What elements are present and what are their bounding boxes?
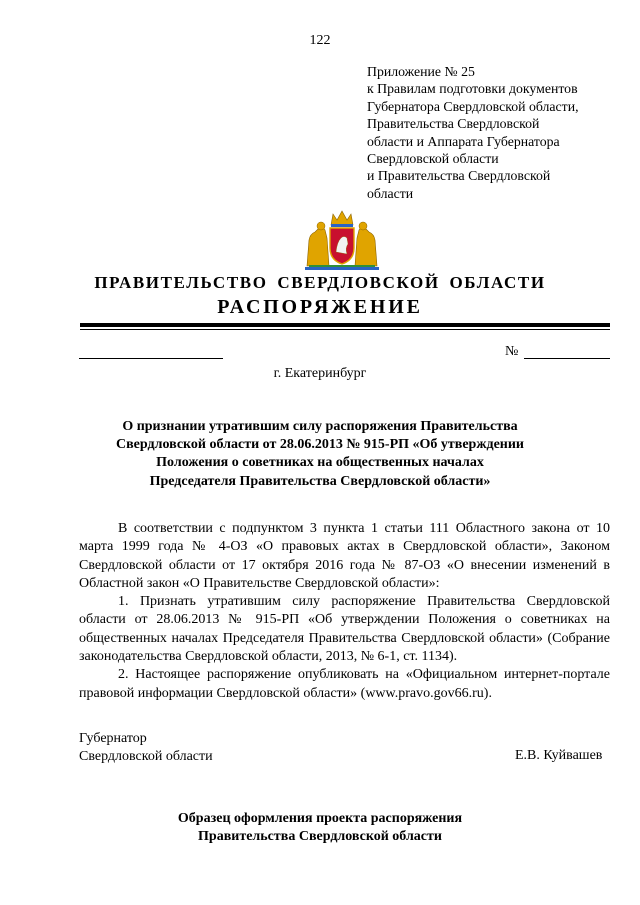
number-blank-line — [524, 358, 610, 359]
preamble-paragraph: В соответствии с подпунктом 3 пункта 1 статьи 111 Областного закона от 10 марта 1999 года № 4-ОЗ «О правовых актах в Свердловской области», Законом Свердловской области от 17 октября 2016 года № 87-ОЗ «О внесении изменений в Областной закон «О Правительстве Свердловской области»: — [79, 521, 610, 591]
sample-caption — [0, 810, 640, 846]
appendix-line: области — [367, 185, 414, 201]
coat-of-arms-icon — [301, 208, 383, 270]
number-label: № — [505, 344, 519, 359]
document-title — [0, 418, 640, 491]
city: г. Екатеринбург — [273, 366, 367, 381]
date-blank-line — [79, 358, 223, 359]
title-line: Председателя Правительства Свердловской области» — [149, 473, 491, 489]
document-type: РАСПОРЯЖЕНИЕ — [217, 296, 423, 318]
left-bear-supporter — [307, 222, 329, 266]
crown — [331, 211, 353, 227]
sample-caption-line: Правительства Свердловской области — [198, 829, 442, 845]
organization-name: ПРАВИТЕЛЬСТВО СВЕРДЛОВСКОЙ ОБЛАСТИ — [94, 273, 546, 292]
sample-caption-line: Образец оформления проекта распоряжения — [177, 811, 463, 826]
appendix-line: Губернатора Свердловской области, — [367, 98, 579, 114]
appendix-line: Свердловской области — [367, 151, 499, 167]
appendix-line: к Правилам подготовки документов — [367, 81, 578, 97]
page-number: 122 — [309, 33, 331, 48]
title-line: Свердловской области от 28.06.2013 № 915-РП «Об утверждении — [116, 437, 524, 453]
signer-name: Е.В. Куйвашев — [515, 748, 603, 763]
signer-title — [79, 730, 213, 766]
signer-title-line: Свердловской области — [79, 749, 213, 765]
document-body — [79, 520, 610, 703]
item-2-paragraph: 2. Настоящее распоряжение опубликовать на «Официальном интернет-портале правовой информации Свердловской области» (www.pravo.gov66.ru). — [79, 667, 610, 701]
title-line: Положения о советниках на общественных началах — [156, 455, 484, 471]
appendix-line: области и Аппарата Губернатора — [367, 133, 560, 149]
item-1-paragraph: 1. Признать утратившим силу распоряжение Правительства Свердловской области от 28.06.2013 № 915-РП «Об утверждении Положения о советниках на общественных началах Председателя Правительства Свердловской области» (Собрание законодательства Свердловской области, 2013, № 6-1, ст. 1134). — [79, 594, 610, 665]
ribbon-base — [305, 267, 379, 270]
appendix-note — [367, 63, 579, 202]
right-sable-supporter — [355, 222, 377, 266]
title-line: О признании утратившим силу распоряжения Правительства — [122, 419, 518, 434]
appendix-line: и Правительства Свердловской — [367, 168, 551, 184]
appendix-line: Правительства Свердловской — [367, 116, 540, 132]
header-rule-thick — [80, 323, 610, 327]
appendix-line: Приложение № 25 — [367, 64, 475, 79]
header-rule-thin — [80, 329, 610, 330]
signer-title-line: Губернатор — [79, 731, 147, 746]
